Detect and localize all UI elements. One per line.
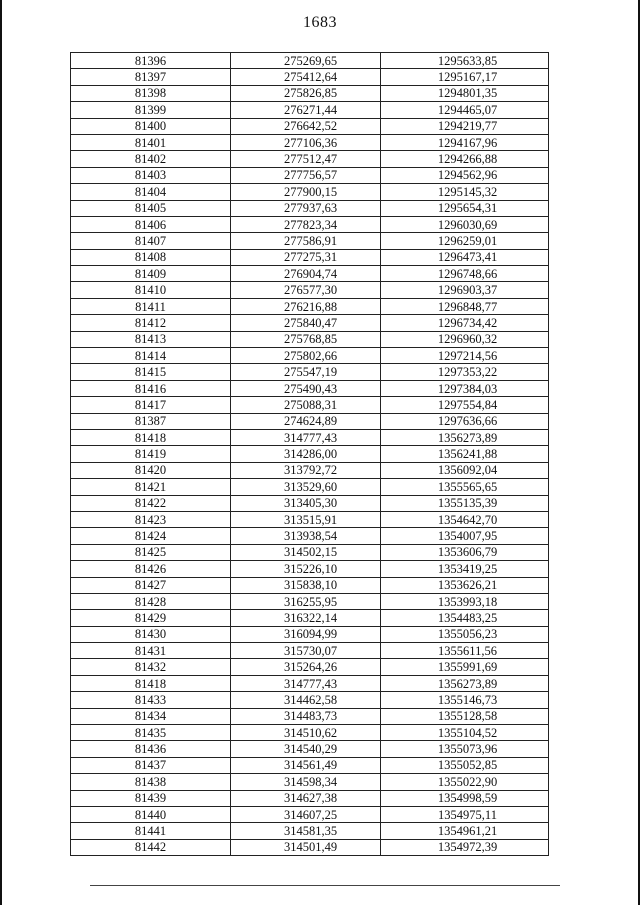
x-coordinate-cell: 275840,47 — [231, 315, 381, 331]
table-row — [71, 577, 549, 593]
y-coordinate-cell: 1354642,70 — [381, 511, 549, 527]
table-row — [71, 725, 549, 741]
x-coordinate-cell: 316094,99 — [231, 626, 381, 642]
point-id-cell: 81420 — [71, 462, 231, 478]
y-coordinate-cell: 1355022,90 — [381, 774, 549, 790]
point-id-cell: 81437 — [71, 757, 231, 773]
point-id-cell: 81431 — [71, 643, 231, 659]
x-coordinate-cell: 314462,58 — [231, 692, 381, 708]
table-row — [71, 839, 549, 855]
point-id-cell: 81412 — [71, 315, 231, 331]
point-id-cell: 81403 — [71, 167, 231, 183]
y-coordinate-cell: 1354975,11 — [381, 806, 549, 822]
point-id-cell: 81419 — [71, 446, 231, 462]
x-coordinate-cell: 316255,95 — [231, 593, 381, 609]
x-coordinate-cell: 276642,52 — [231, 118, 381, 134]
x-coordinate-cell: 277275,31 — [231, 249, 381, 265]
y-coordinate-cell: 1296748,66 — [381, 266, 549, 282]
table-row — [71, 429, 549, 445]
y-coordinate-cell: 1297214,56 — [381, 348, 549, 364]
point-id-cell: 81433 — [71, 692, 231, 708]
x-coordinate-cell: 275826,85 — [231, 85, 381, 101]
x-coordinate-cell: 314581,35 — [231, 823, 381, 839]
table-row — [71, 69, 549, 85]
point-id-cell: 81422 — [71, 495, 231, 511]
point-id-cell: 81435 — [71, 725, 231, 741]
x-coordinate-cell: 316322,14 — [231, 610, 381, 626]
table-row — [71, 380, 549, 396]
x-coordinate-cell: 314510,62 — [231, 725, 381, 741]
y-coordinate-cell: 1355052,85 — [381, 757, 549, 773]
point-id-cell: 81413 — [71, 331, 231, 347]
y-coordinate-cell: 1355146,73 — [381, 692, 549, 708]
x-coordinate-cell: 277106,36 — [231, 134, 381, 150]
table-row — [71, 118, 549, 134]
table-row — [71, 561, 549, 577]
table-row — [71, 692, 549, 708]
point-id-cell: 81417 — [71, 397, 231, 413]
point-id-cell: 81409 — [71, 266, 231, 282]
y-coordinate-cell: 1356273,89 — [381, 675, 549, 691]
x-coordinate-cell: 314607,25 — [231, 806, 381, 822]
table-row — [71, 659, 549, 675]
table-row — [71, 790, 549, 806]
x-coordinate-cell: 314561,49 — [231, 757, 381, 773]
x-coordinate-cell: 314627,38 — [231, 790, 381, 806]
x-coordinate-cell: 274624,89 — [231, 413, 381, 429]
x-coordinate-cell: 313515,91 — [231, 511, 381, 527]
x-coordinate-cell: 275088,31 — [231, 397, 381, 413]
table-row — [71, 348, 549, 364]
table-row — [71, 216, 549, 232]
point-id-cell: 81398 — [71, 85, 231, 101]
table-row — [71, 479, 549, 495]
table-row — [71, 462, 549, 478]
point-id-cell: 81428 — [71, 593, 231, 609]
table-row — [71, 85, 549, 101]
table-row — [71, 495, 549, 511]
y-coordinate-cell: 1355135,39 — [381, 495, 549, 511]
table-row — [71, 757, 549, 773]
table-row — [71, 774, 549, 790]
y-coordinate-cell: 1353606,79 — [381, 544, 549, 560]
point-id-cell: 81400 — [71, 118, 231, 134]
table-row — [71, 184, 549, 200]
y-coordinate-cell: 1355565,65 — [381, 479, 549, 495]
coordinates-table-body — [71, 53, 549, 856]
y-coordinate-cell: 1294562,96 — [381, 167, 549, 183]
y-coordinate-cell: 1296030,69 — [381, 216, 549, 232]
table-row — [71, 626, 549, 642]
y-coordinate-cell: 1295167,17 — [381, 69, 549, 85]
x-coordinate-cell: 276577,30 — [231, 282, 381, 298]
y-coordinate-cell: 1353419,25 — [381, 561, 549, 577]
table-row — [71, 413, 549, 429]
y-coordinate-cell: 1296473,41 — [381, 249, 549, 265]
y-coordinate-cell: 1355128,58 — [381, 708, 549, 724]
table-row — [71, 806, 549, 822]
table-row — [71, 643, 549, 659]
x-coordinate-cell: 313529,60 — [231, 479, 381, 495]
table-row — [71, 364, 549, 380]
y-coordinate-cell: 1294219,77 — [381, 118, 549, 134]
x-coordinate-cell: 277512,47 — [231, 151, 381, 167]
x-coordinate-cell: 275768,85 — [231, 331, 381, 347]
x-coordinate-cell: 314502,15 — [231, 544, 381, 560]
point-id-cell: 81426 — [71, 561, 231, 577]
point-id-cell: 81402 — [71, 151, 231, 167]
point-id-cell: 81434 — [71, 708, 231, 724]
coordinates-table — [70, 52, 549, 856]
x-coordinate-cell: 276216,88 — [231, 298, 381, 314]
point-id-cell: 81404 — [71, 184, 231, 200]
x-coordinate-cell: 314540,29 — [231, 741, 381, 757]
y-coordinate-cell: 1353626,21 — [381, 577, 549, 593]
point-id-cell: 81405 — [71, 200, 231, 216]
point-id-cell: 81410 — [71, 282, 231, 298]
y-coordinate-cell: 1295633,85 — [381, 53, 549, 69]
table-row — [71, 528, 549, 544]
point-id-cell: 81440 — [71, 806, 231, 822]
scan-border-left — [0, 0, 2, 905]
y-coordinate-cell: 1355611,56 — [381, 643, 549, 659]
table-row — [71, 610, 549, 626]
point-id-cell: 81421 — [71, 479, 231, 495]
point-id-cell: 81407 — [71, 233, 231, 249]
y-coordinate-cell: 1295145,32 — [381, 184, 549, 200]
x-coordinate-cell: 314598,34 — [231, 774, 381, 790]
x-coordinate-cell: 277586,91 — [231, 233, 381, 249]
y-coordinate-cell: 1296259,01 — [381, 233, 549, 249]
x-coordinate-cell: 314777,43 — [231, 429, 381, 445]
y-coordinate-cell: 1356092,04 — [381, 462, 549, 478]
table-row — [71, 282, 549, 298]
table-row — [71, 544, 549, 560]
point-id-cell: 81399 — [71, 102, 231, 118]
y-coordinate-cell: 1296848,77 — [381, 298, 549, 314]
table-row — [71, 397, 549, 413]
point-id-cell: 81441 — [71, 823, 231, 839]
point-id-cell: 81425 — [71, 544, 231, 560]
point-id-cell: 81429 — [71, 610, 231, 626]
point-id-cell: 81438 — [71, 774, 231, 790]
y-coordinate-cell: 1294465,07 — [381, 102, 549, 118]
x-coordinate-cell: 314483,73 — [231, 708, 381, 724]
table-row — [71, 511, 549, 527]
point-id-cell: 81430 — [71, 626, 231, 642]
y-coordinate-cell: 1294801,35 — [381, 85, 549, 101]
point-id-cell: 81401 — [71, 134, 231, 150]
x-coordinate-cell: 276271,44 — [231, 102, 381, 118]
y-coordinate-cell: 1297636,66 — [381, 413, 549, 429]
y-coordinate-cell: 1355073,96 — [381, 741, 549, 757]
y-coordinate-cell: 1296903,37 — [381, 282, 549, 298]
point-id-cell: 81397 — [71, 69, 231, 85]
x-coordinate-cell: 275269,65 — [231, 53, 381, 69]
y-coordinate-cell: 1295654,31 — [381, 200, 549, 216]
y-coordinate-cell: 1355991,69 — [381, 659, 549, 675]
point-id-cell: 81415 — [71, 364, 231, 380]
page-number: 1683 — [303, 14, 337, 31]
table-row — [71, 151, 549, 167]
x-coordinate-cell: 315226,10 — [231, 561, 381, 577]
x-coordinate-cell: 276904,74 — [231, 266, 381, 282]
x-coordinate-cell: 277937,63 — [231, 200, 381, 216]
table-row — [71, 102, 549, 118]
y-coordinate-cell: 1297384,03 — [381, 380, 549, 396]
point-id-cell: 81418 — [71, 675, 231, 691]
point-id-cell: 81442 — [71, 839, 231, 855]
table-row — [71, 446, 549, 462]
y-coordinate-cell: 1353993,18 — [381, 593, 549, 609]
x-coordinate-cell: 313405,30 — [231, 495, 381, 511]
y-coordinate-cell: 1354961,21 — [381, 823, 549, 839]
y-coordinate-cell: 1294167,96 — [381, 134, 549, 150]
point-id-cell: 81416 — [71, 380, 231, 396]
table-row — [71, 315, 549, 331]
point-id-cell: 81418 — [71, 429, 231, 445]
point-id-cell: 81411 — [71, 298, 231, 314]
table-row — [71, 331, 549, 347]
x-coordinate-cell: 275802,66 — [231, 348, 381, 364]
x-coordinate-cell: 275412,64 — [231, 69, 381, 85]
point-id-cell: 81423 — [71, 511, 231, 527]
table-row — [71, 200, 549, 216]
point-id-cell: 81436 — [71, 741, 231, 757]
y-coordinate-cell: 1297353,22 — [381, 364, 549, 380]
point-id-cell: 81406 — [71, 216, 231, 232]
y-coordinate-cell: 1354972,39 — [381, 839, 549, 855]
table-row — [71, 233, 549, 249]
table-row — [71, 134, 549, 150]
table-row — [71, 249, 549, 265]
table-row — [71, 708, 549, 724]
y-coordinate-cell: 1354998,59 — [381, 790, 549, 806]
y-coordinate-cell: 1356241,88 — [381, 446, 549, 462]
y-coordinate-cell: 1354483,25 — [381, 610, 549, 626]
y-coordinate-cell: 1296960,32 — [381, 331, 549, 347]
x-coordinate-cell: 277756,57 — [231, 167, 381, 183]
table-row — [71, 266, 549, 282]
x-coordinate-cell: 315264,26 — [231, 659, 381, 675]
x-coordinate-cell: 314777,43 — [231, 675, 381, 691]
y-coordinate-cell: 1297554,84 — [381, 397, 549, 413]
point-id-cell: 81408 — [71, 249, 231, 265]
table-row — [71, 167, 549, 183]
x-coordinate-cell: 314286,00 — [231, 446, 381, 462]
x-coordinate-cell: 315838,10 — [231, 577, 381, 593]
table-row — [71, 823, 549, 839]
x-coordinate-cell: 277900,15 — [231, 184, 381, 200]
point-id-cell: 81387 — [71, 413, 231, 429]
point-id-cell: 81424 — [71, 528, 231, 544]
bottom-rule — [90, 885, 560, 886]
y-coordinate-cell: 1355104,52 — [381, 725, 549, 741]
x-coordinate-cell: 277823,34 — [231, 216, 381, 232]
x-coordinate-cell: 315730,07 — [231, 643, 381, 659]
x-coordinate-cell: 313792,72 — [231, 462, 381, 478]
point-id-cell: 81396 — [71, 53, 231, 69]
point-id-cell: 81439 — [71, 790, 231, 806]
y-coordinate-cell: 1296734,42 — [381, 315, 549, 331]
point-id-cell: 81414 — [71, 348, 231, 364]
table-row — [71, 593, 549, 609]
y-coordinate-cell: 1354007,95 — [381, 528, 549, 544]
table-row — [71, 53, 549, 69]
y-coordinate-cell: 1294266,88 — [381, 151, 549, 167]
y-coordinate-cell: 1356273,89 — [381, 429, 549, 445]
point-id-cell: 81432 — [71, 659, 231, 675]
x-coordinate-cell: 313938,54 — [231, 528, 381, 544]
y-coordinate-cell: 1355056,23 — [381, 626, 549, 642]
table-row — [71, 298, 549, 314]
table-row — [71, 741, 549, 757]
table-row — [71, 675, 549, 691]
x-coordinate-cell: 275547,19 — [231, 364, 381, 380]
x-coordinate-cell: 275490,43 — [231, 380, 381, 396]
x-coordinate-cell: 314501,49 — [231, 839, 381, 855]
point-id-cell: 81427 — [71, 577, 231, 593]
